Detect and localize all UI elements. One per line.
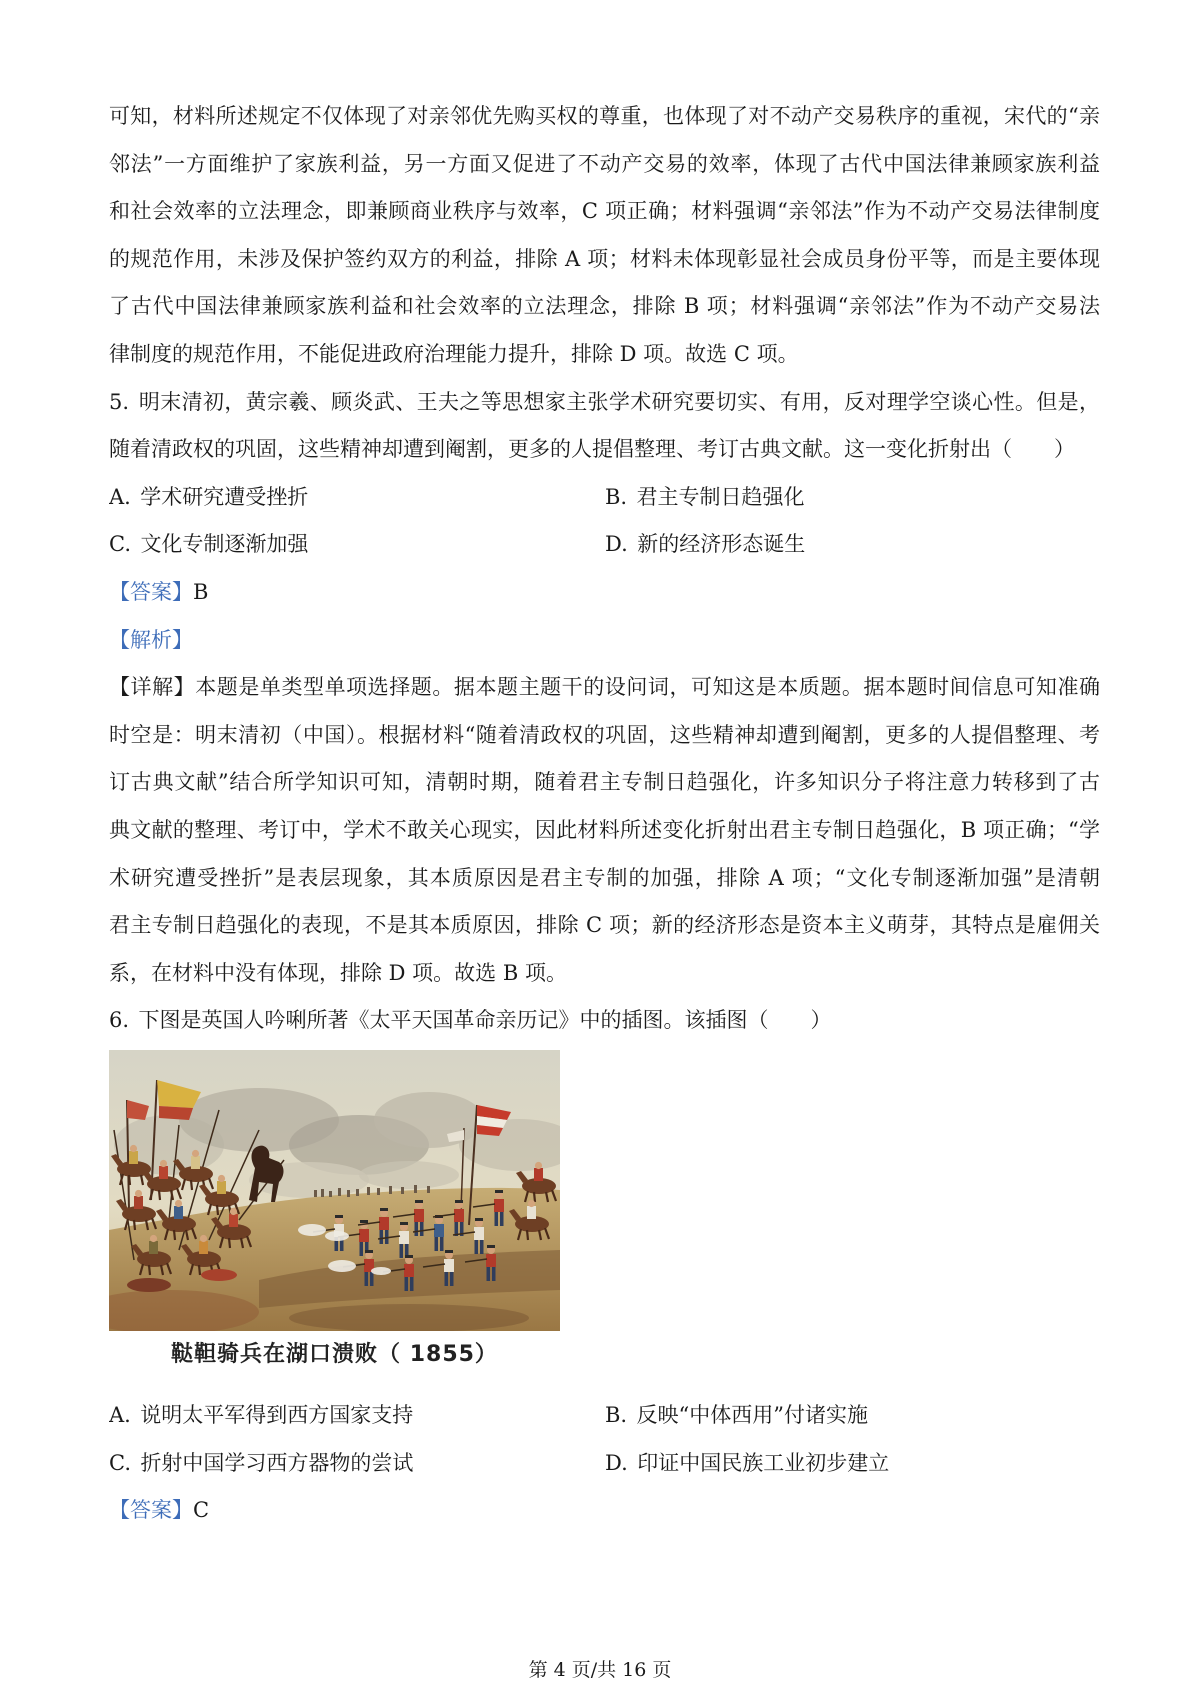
analysis-line: 可知，材料所述规定不仅体现了对亲邻优先购买权的尊重，也体现了对不动产交易秩序的重视，宋代的“亲 — [109, 104, 1100, 128]
q5-detail-line: 时空是：明末清初（中国）。根据材料“随着清政权的巩固，这些精神却遭到阉割，更多的人提倡整理、考 — [109, 722, 1100, 747]
option-text: 折射中国学习西方器物的尝试 — [140, 1450, 414, 1475]
q6-options-row — [109, 1440, 1100, 1488]
banner — [159, 1106, 193, 1120]
option-label: D. — [605, 1450, 628, 1475]
q5-analysis-heading — [109, 617, 1100, 665]
q5-stem-text: 明末清初，黄宗羲、顾炎武、王夫之等思想家主张学术研究要切实、有用，反对理学空谈心性。但是， — [138, 389, 1100, 414]
answer-tag: 【答案】 — [109, 579, 193, 604]
q5-detail-line: 君主专制日趋强化的表现，不是其本质原因，排除 C 项；新的经济形态是资本主义萌芽，其特点是雇佣关 — [109, 913, 1100, 938]
q5-options-row — [109, 474, 1100, 522]
page-number: 第 4 页/共 16 页 — [528, 1659, 672, 1681]
fallen-figure — [201, 1269, 237, 1281]
q6-option-b — [605, 1392, 1100, 1440]
option-label: B. — [605, 1403, 628, 1427]
q5-stem-line — [109, 379, 1100, 427]
q5-stem-line: 随着清政权的巩固，这些精神却遭到阉割，更多的人提倡整理、考订古典文献。这一变化折射出（ ） — [109, 437, 1075, 462]
option-label: C. — [109, 1450, 131, 1475]
battle-illustration-art — [109, 1050, 560, 1331]
option-text: 文化专制逐渐加强 — [140, 532, 309, 557]
option-text: 说明太平军得到西方国家支持 — [140, 1403, 414, 1427]
option-text: 印证中国民族工业初步建立 — [637, 1450, 890, 1475]
q6-options-flow — [109, 1392, 1100, 1535]
q6-stem-line — [109, 997, 1100, 1045]
q5-answer — [109, 569, 1100, 617]
option-text: 君主专制日趋强化 — [636, 484, 805, 509]
figure-caption: 鞑靼骑兵在湖口溃败（ 1855） — [171, 1342, 498, 1367]
option-label: A. — [109, 484, 131, 509]
q6-option-a — [109, 1392, 605, 1440]
detail-tag: 【详解】 — [109, 675, 196, 700]
q5-option-c — [109, 521, 605, 569]
analysis-line: 律制度的规范作用，不能促进政府治理能力提升，排除 D 项。故选 C 项。 — [109, 341, 799, 366]
answer-tag: 【答案】 — [109, 1498, 193, 1523]
question-number: 5. — [109, 389, 130, 414]
detail-text: 本题是单类型单项选择题。据本题主题干的设问词，可知这是本质题。据本题时间信息可知准确 — [195, 675, 1100, 700]
analysis-line: 邻法”一方面维护了家族利益，另一方面又促进了不动产交易的效率，体现了古代中国法律兼顾家族利益 — [109, 151, 1100, 176]
q5-detail-line: 术研究遭受挫折”是表层现象，其本质原因是君主专制的加强，排除 A 项；“文化专制逐渐加强”是清朝 — [109, 865, 1100, 890]
fallen-figure — [127, 1278, 171, 1292]
q5-option-b — [605, 474, 1100, 522]
q6-options-row — [109, 1392, 1100, 1440]
q6-stem-text: 下图是英国人吟唎所著《太平天国革命亲历记》中的插图。该插图（ ） — [138, 1008, 832, 1033]
option-text: 新的经济形态诞生 — [637, 532, 806, 557]
q5-detail-line: 订古典文献”结合所学知识可知，清朝时期，随着君主专制日趋强化，许多知识分子将注意力转移到了古 — [109, 770, 1100, 795]
option-label: A. — [109, 1403, 131, 1427]
analysis-tag: 【解析】 — [109, 627, 193, 652]
battle-illustration — [109, 1050, 560, 1331]
option-label: B. — [605, 484, 628, 509]
q5-detail-line — [109, 664, 1100, 712]
option-label: C. — [109, 532, 131, 557]
analysis-line: 和社会效率的立法理念，即兼顾商业秩序与效率，C 项正确；材料强调“亲邻法”作为不动产交易法律制度 — [109, 199, 1100, 224]
q5-detail-line: 系，在材料中没有体现，排除 D 项。故选 B 项。 — [109, 960, 567, 985]
analysis-line: 的规范作用，未涉及保护签约双方的利益，排除 A 项；材料未体现彰显社会成员身份平等，而是主要体现 — [109, 246, 1100, 271]
q6-option-c — [109, 1440, 605, 1488]
analysis-line: 了古代中国法律兼顾家族利益和社会效率的立法理念，排除 B 项；材料强调“亲邻法”作为不动产交易法 — [109, 294, 1100, 319]
q6-option-d — [605, 1440, 1100, 1488]
q5-options-row — [109, 521, 1100, 569]
q5-detail-line: 典文献的整理、考订中，学术不敢关心现实，因此材料所述变化折射出君主专制日趋强化，B 项正确；“学 — [109, 817, 1100, 842]
q5-option-d — [605, 521, 1100, 569]
option-label: D. — [605, 532, 628, 557]
main-text-flow — [109, 93, 1100, 1045]
q5-option-a — [109, 474, 605, 522]
answer-value: C — [193, 1498, 210, 1523]
answer-value: B — [193, 579, 209, 604]
question-number: 6. — [109, 1008, 130, 1033]
option-text: 反映“中体西用”付诸实施 — [636, 1403, 869, 1427]
q6-answer — [109, 1487, 1100, 1535]
option-text: 学术研究遭受挫折 — [140, 484, 309, 509]
